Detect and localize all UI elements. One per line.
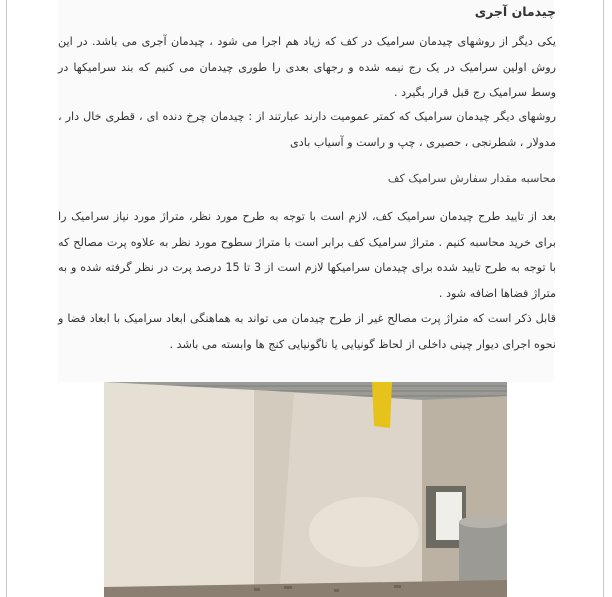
- room-photo: [104, 382, 507, 597]
- paragraph-brick-layout: یکی دیگر از روشهای چیدمان سرامیک در کف که زیاد هم اجرا می شود ، چیدمان آجری می باشد. در این روش اولین سرامیک در یک رج نیمه شده و رجهای بعدی را طوری چیدمان می کنیم که بند سرامیکها در وسط سرامیک رج قبل قرار بگیرد .: [58, 35, 556, 99]
- left-wall: [104, 382, 254, 597]
- paragraph-waste-note: قابل ذکر است که متراژ پرت مصالح غیر از طرح چیدمان می تواند به هماهنگی ابعاد سرامیک با ابعاد فضا و نحوه اجرای دیوار چینی داخلی از لحاظ گونیایی یا ناگونیایی کنج ها وابسته می باشد .: [58, 312, 556, 351]
- paragraph-quantity-calculation: بعد از تایید طرح چیدمان سرامیک کف، لازم است با توجه به طرح مورد نظر، متراژ مورد نیاز سرامیک را برای خرید محاسبه کنیم . متراژ سرامیک کف برابر است با متراژ سطوح مورد نظر به علاوه پرت مصالح که با توجه به طرح تایید شده برای چیدمان سرامیکها لازم است از 3 تا 15 درصد پرت در نظر گرفته شده و به متراژ فضاها اضافه شود .: [58, 210, 557, 300]
- barrel: [459, 522, 507, 582]
- section-heading: چیدمان آجری: [474, 4, 556, 19]
- room-photo-drawing: [104, 382, 507, 597]
- yellow-beam: [372, 382, 392, 428]
- subheading-order-calculation: محاسبه مقدار سفارش سرامیک کف: [387, 172, 556, 185]
- paragraph-other-methods: روشهای دیگر چیدمان سرامیک که کمتر عمومیت دارند عبارتند از : چیدمان چرخ دنده ای ، قطری خال دار ، مدولار ، شطرنجی ، حصیری ، چپ و راست و آسیاب بادی: [58, 110, 556, 149]
